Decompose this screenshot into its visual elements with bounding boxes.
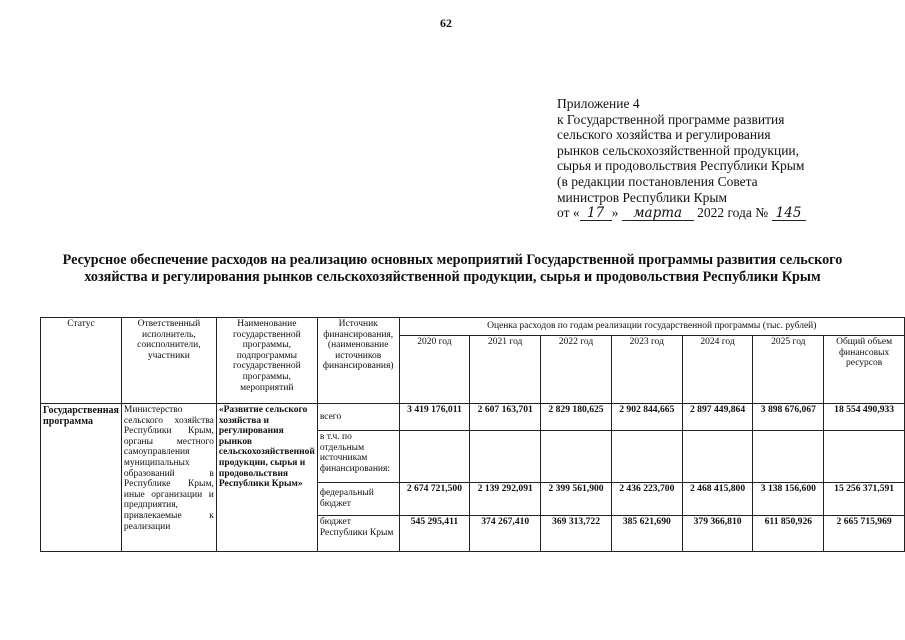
value-cell: 3 898 676,067 xyxy=(753,404,824,431)
value-cell xyxy=(541,431,612,483)
header-year: 2021 год xyxy=(470,336,541,404)
appendix-date-line xyxy=(557,205,857,221)
header-year: 2022 год xyxy=(541,336,612,404)
header-total: Общий объем финансовых ресурсов xyxy=(824,336,905,404)
source-cell: бюджет Республики Крым xyxy=(317,516,399,552)
date-mid: » xyxy=(611,205,619,221)
appendix-line: министров Республики Крым xyxy=(557,189,727,205)
value-cell: 2 674 721,500 xyxy=(399,483,470,516)
value-cell xyxy=(682,431,753,483)
appendix-line: к Государственной программе развития xyxy=(557,111,785,127)
value-cell: 379 366,810 xyxy=(682,516,753,552)
value-cell: 2 436 223,700 xyxy=(611,483,682,516)
appendix-line: рынков сельскохозяйственной продукции, xyxy=(557,142,800,158)
resource-table xyxy=(40,317,905,552)
source-cell: всего xyxy=(317,404,399,431)
value-cell: 2 897 449,864 xyxy=(682,404,753,431)
total-cell: 15 256 371,591 xyxy=(824,483,905,516)
total-cell xyxy=(824,431,905,483)
value-cell: 385 621,690 xyxy=(611,516,682,552)
value-cell: 3 138 156,600 xyxy=(753,483,824,516)
header-source: Источник финансирования, (наименование источников финансирования) xyxy=(317,318,399,404)
header-year: 2023 год xyxy=(611,336,682,404)
value-cell xyxy=(611,431,682,483)
header-executor: Ответственный исполнитель, соисполнители, участники xyxy=(121,318,216,404)
total-cell: 18 554 490,933 xyxy=(824,404,905,431)
appendix-line: Приложение 4 xyxy=(557,96,640,111)
page-number: 62 xyxy=(440,16,452,30)
date-day-handwritten: 17 xyxy=(580,206,612,221)
value-cell: 374 267,410 xyxy=(470,516,541,552)
header-year: 2020 год xyxy=(399,336,470,404)
value-cell: 2 607 163,701 xyxy=(470,404,541,431)
value-cell xyxy=(753,431,824,483)
header-year: 2025 год xyxy=(753,336,824,404)
header-program: Наименование государственной программы, подпрограммы государственной программы, мероприятий xyxy=(216,318,317,404)
value-cell: 3 419 176,011 xyxy=(399,404,470,431)
appendix-line: сырья и продовольствия Республики Крым xyxy=(557,158,805,174)
program-cell: «Развитие сельского хозяйства и регулирования рынков сельскохозяйственной продукции, сырья и продовольствия Республики Крым» xyxy=(216,404,317,552)
value-cell: 611 850,926 xyxy=(753,516,824,552)
total-cell: 2 665 715,969 xyxy=(824,516,905,552)
value-cell: 2 829 180,625 xyxy=(541,404,612,431)
source-cell: федеральный бюджет xyxy=(317,483,399,516)
appendix-line: сельского хозяйства и регулирования xyxy=(557,127,771,143)
value-cell: 369 313,722 xyxy=(541,516,612,552)
header-estimate: Оценка расходов по годам реализации государственной программы (тыс. рублей) xyxy=(399,318,904,336)
executor-cell: Министерство сельского хозяйства Республики Крым, органы местного самоуправления муниципальных образований в Республике Крым, иные организации и предприятия, привлекаемые к реализации xyxy=(121,404,216,552)
status-cell: Государственная программа xyxy=(41,404,122,552)
value-cell xyxy=(399,431,470,483)
appendix-line: (в редакции постановления Совета xyxy=(557,173,758,189)
date-year: 2022 года № xyxy=(697,205,769,221)
source-cell: в т.ч. по отдельным источникам финансирования: xyxy=(317,431,399,483)
header-year: 2024 год xyxy=(682,336,753,404)
value-cell: 2 139 292,091 xyxy=(470,483,541,516)
resolution-number-handwritten: 145 xyxy=(772,206,806,221)
appendix-block xyxy=(557,96,857,221)
date-prefix: от « xyxy=(557,205,580,221)
value-cell: 2 468 415,800 xyxy=(682,483,753,516)
table-row xyxy=(41,404,905,431)
date-month-handwritten: марта xyxy=(622,206,694,221)
value-cell: 2 399 561,900 xyxy=(541,483,612,516)
value-cell: 545 295,411 xyxy=(399,516,470,552)
value-cell xyxy=(470,431,541,483)
value-cell: 2 902 844,665 xyxy=(611,404,682,431)
document-title: Ресурсное обеспечение расходов на реализацию основных мероприятий Государственной программы развития сельского хозяйства и регулирования рынков сельскохозяйственной продукции, сырья и продовольствия Республики Крым xyxy=(62,252,843,285)
header-status: Статус xyxy=(41,318,122,404)
